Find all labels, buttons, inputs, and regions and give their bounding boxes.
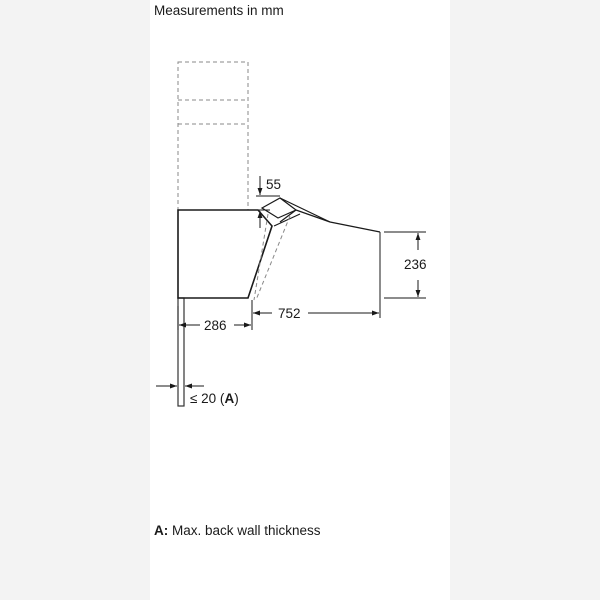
dimension-wall-thickness-label: ≤ 20 (A) xyxy=(190,391,239,406)
hood-body xyxy=(178,210,272,298)
dimension-236-label: 236 xyxy=(404,257,427,272)
dimension-236 xyxy=(380,232,426,318)
glass-panel xyxy=(262,198,380,232)
page-title: Measurements in mm xyxy=(154,3,284,18)
legend-text: Max. back wall thickness xyxy=(168,523,321,538)
dimension-55-label: 55 xyxy=(266,177,282,192)
back-wall xyxy=(178,298,184,406)
chimney-outline xyxy=(178,62,248,210)
dimension-286-label: 286 xyxy=(204,318,227,333)
dimension-752-label: 752 xyxy=(278,306,301,321)
dimension-752 xyxy=(252,300,379,330)
legend-key: A: xyxy=(154,523,169,538)
legend-note xyxy=(154,523,321,538)
